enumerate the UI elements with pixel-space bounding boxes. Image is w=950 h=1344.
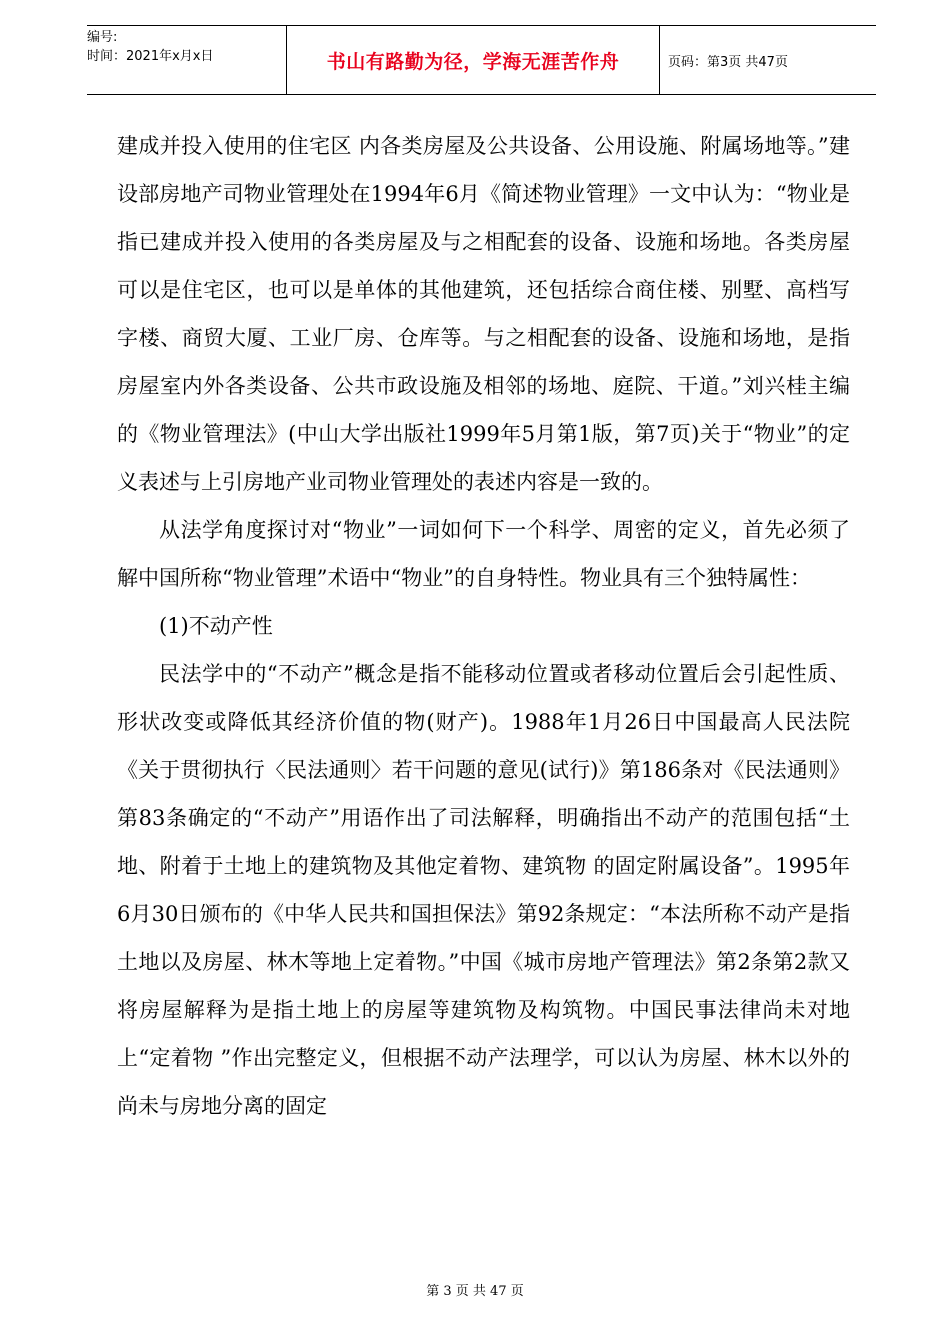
time-label: 时间：2021年x月x日: [87, 49, 214, 64]
header-motto: 书山有路勤为径，学海无涯苦作舟: [286, 26, 660, 94]
page-header: [87, 25, 876, 95]
page-footer: 第 3 页 共 47 页: [426, 1284, 524, 1299]
number-label: 编号:: [87, 30, 118, 45]
header-page-label: 页码：第3页 共47页: [668, 54, 788, 70]
paragraph-2: 从法学角度探讨对“物业”一词如何下一个科学、周密的定义，首先必须了解中国所称“物业管理”术语中“物业”的自身特性。物业具有三个独特属性：: [117, 518, 850, 590]
paragraph-3: 民法学中的“不动产”概念是指不能移动位置或者移动位置后会引起性质、形状改变或降低其经济价值的物(财产)。1988年1月26日中国最高人民法院《关于贯彻执行〈民法通则〉若干问题的意见(试行)》第186条对《民法通则》第83条确定的“不动产”用语作出了司法解释，明确指出不动产的范围包括“土地、附着于土地上的建筑物及其他定着物、建筑物 的固定附属设备”。1995年6月30日颁布的《中华人民共和国担保法》第92条规定：“本法所称不动产是指土地以及房屋、林木等地上定着物。”中国《城市房地产管理法》第2条第2款又将房屋解释为是指土地上的房屋等建筑物及构筑物。中国民事法律尚未对地上“定着物 ”作出完整定义，但根据不动产法理学，可以认为房屋、林木以外的尚未与房地分离的固定: [117, 662, 850, 1118]
paragraph-1: 建成并投入使用的住宅区 内各类房屋及公共设备、公用设施、附属场地等。”建设部房地产司物业管理处在1994年6月《简述物业管理》一文中认为：“物业是指已建成并投入使用的各类房屋及与之相配套的设备、设施和场地。各类房屋可以是住宅区，也可以是单体的其他建筑，还包括综合商住楼、别墅、高档写字楼、商贸大厦、工业厂房、仓库等。与之相配套的设备、设施和场地，是指房屋室内外各类设备、公共市政设施及相邻的场地、庭院、干道。”刘兴桂主编的《物业管理法》(中山大学出版社1999年5月第1版，第7页)关于“物业”的定义表述与上引房地产业司物业管理处的表述内容是一致的。: [117, 134, 850, 494]
document-body: [117, 122, 850, 1130]
header-meta: [87, 26, 286, 94]
section-heading: (1)不动产性: [159, 614, 273, 638]
